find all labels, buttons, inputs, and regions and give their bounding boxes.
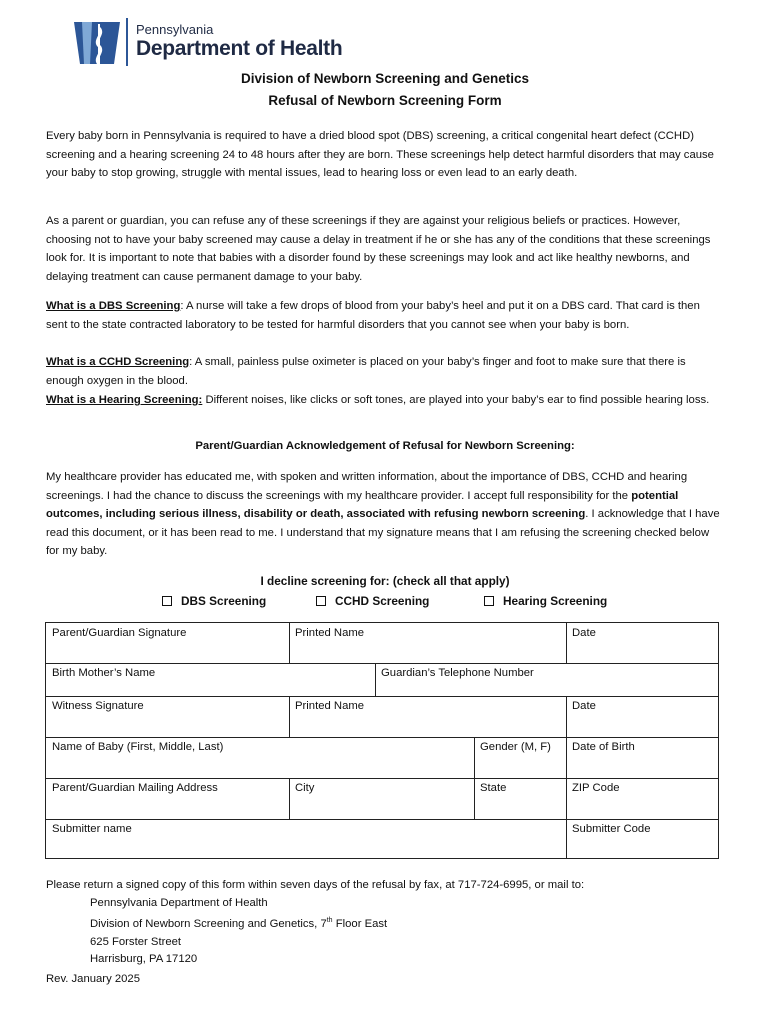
checkbox-dbs-label: DBS Screening [181, 594, 267, 608]
return-instructions [46, 877, 584, 969]
city-field[interactable]: City [295, 782, 315, 794]
gender-field[interactable]: Gender (M, F) [480, 741, 551, 753]
address-line-3: 625 Forster Street [90, 935, 182, 948]
printed-name-field-2[interactable]: Printed Name [295, 700, 365, 712]
cchd-term: What is a CCHD Screening [46, 356, 190, 368]
guardian-phone-field[interactable]: Guardian’s Telephone Number [381, 667, 534, 679]
printed-name-field-1[interactable]: Printed Name [295, 627, 365, 639]
dbs-text: : A nurse will take a few drops of blood from your baby’s heel and put it on a DBS card. That card is then sent to the state contracted laboratory to be tested for harmful disorders that you cannot see when your baby is born. [46, 300, 700, 331]
division-title: Division of Newborn Screening and Genetics [240, 71, 530, 86]
hearing-term: What is a Hearing Screening: [46, 394, 203, 406]
date-of-birth-field[interactable]: Date of Birth [572, 741, 635, 753]
intro-paragraph-2: As a parent or guardian, you can refuse any of these screenings if they are against your religious beliefs or practices. However, choosing not to have your baby screened may cause a delay in treatment if he or she has any of the conditions that these screenings look for. It is important to note that babies with a disorder found by these screenings may look and act like healthy newborns, and delaying treatment can cause permanent damage to your baby. [46, 215, 711, 283]
keystone-icon [72, 18, 122, 68]
department-wordmark [136, 22, 342, 61]
acknowledgement-text-b: . I acknowledge that I have read this document, or it has been read to me. I understand that my signature means that I am refusing the screening checked below for my baby. [46, 508, 720, 558]
state-name: Pennsylvania [136, 22, 214, 37]
baby-name-field[interactable]: Name of Baby (First, Middle, Last) [52, 741, 224, 753]
cchd-text: : A small, painless pulse oximeter is placed on your baby’s finger and foot to make sure that there is enough oxygen in the blood. [46, 356, 686, 387]
intro-paragraph-1: Every baby born in Pennsylvania is required to have a dried blood spot (DBS) screening, a critical congenital heart defect (CCHD) screening and a hearing screening 24 to 48 hours after they are born. These screenings help detect harmful disorders that may cause your baby to stop growing, struggle with mental issues, lead to hearing loss or even lead to an early death. [46, 130, 714, 180]
decline-heading: I decline screening for: (check all that apply) [260, 574, 510, 588]
checkbox-dbs[interactable] [162, 594, 266, 608]
address-line-2-floor: Floor East [332, 917, 388, 930]
submitter-name-field[interactable]: Submitter name [52, 823, 132, 835]
checkbox-cchd-label: CCHD Screening [335, 594, 430, 608]
hearing-definition [46, 391, 722, 410]
submitter-code-field[interactable]: Submitter Code [572, 823, 651, 835]
checkbox-hearing-label: Hearing Screening [503, 594, 608, 608]
acknowledgement-text-a: My healthcare provider has educated me, with spoken and written information, about the importance of DBS, CCHD and hearing screenings. I had the chance to discuss the screenings with my healthcare provider. I accept full responsibility for the [46, 471, 688, 502]
logo-divider [126, 18, 128, 66]
checkbox-icon[interactable] [316, 596, 326, 606]
acknowledgement-text [46, 468, 722, 561]
checkbox-icon[interactable] [162, 596, 172, 606]
address-line-2-text: Division of Newborn Screening and Genetics, 7 [90, 917, 327, 930]
witness-signature-field[interactable]: Witness Signature [52, 700, 144, 712]
state-field[interactable]: State [480, 782, 507, 794]
address-line-2 [46, 912, 584, 933]
zip-code-field[interactable]: ZIP Code [572, 782, 620, 794]
birth-mother-name-field[interactable]: Birth Mother’s Name [52, 667, 156, 679]
checkbox-icon[interactable] [484, 596, 494, 606]
address-superscript: th [326, 917, 333, 925]
hearing-text: Different noises, like clicks or soft tones, are played into your baby’s ear to find possible hearing loss. [202, 394, 710, 406]
mailing-address-field[interactable]: Parent/Guardian Mailing Address [52, 782, 218, 794]
address-line-1: Pennsylvania Department of Health [90, 896, 268, 909]
refusal-form-table [45, 622, 719, 859]
acknowledgement-heading: Parent/Guardian Acknowledgement of Refusal for Newborn Screening: [195, 440, 575, 452]
address-line-4: Harrisburg, PA 17120 [90, 953, 198, 966]
pa-keystone-logo [72, 18, 122, 68]
acknowledgement-emphasis: potential outcomes, including serious illness, disability or death, associated with refusing newborn screening [46, 489, 679, 521]
dbs-definition [46, 297, 722, 334]
date-field-1[interactable]: Date [572, 627, 596, 639]
checkbox-hearing[interactable] [484, 594, 607, 608]
parent-signature-field[interactable]: Parent/Guardian Signature [52, 627, 187, 639]
instructions-text: Please return a signed copy of this form within seven days of the refusal by fax, at 717-724-6995, or mail to: [46, 879, 585, 891]
date-field-2[interactable]: Date [572, 700, 596, 712]
department-name: Department of Health [136, 37, 343, 60]
revision-date: Rev. January 2025 [46, 973, 140, 985]
checkbox-cchd[interactable] [316, 594, 429, 608]
dbs-term: What is a DBS Screening [46, 300, 181, 312]
cchd-definition [46, 353, 722, 390]
form-title: Refusal of Newborn Screening Form [268, 93, 502, 108]
